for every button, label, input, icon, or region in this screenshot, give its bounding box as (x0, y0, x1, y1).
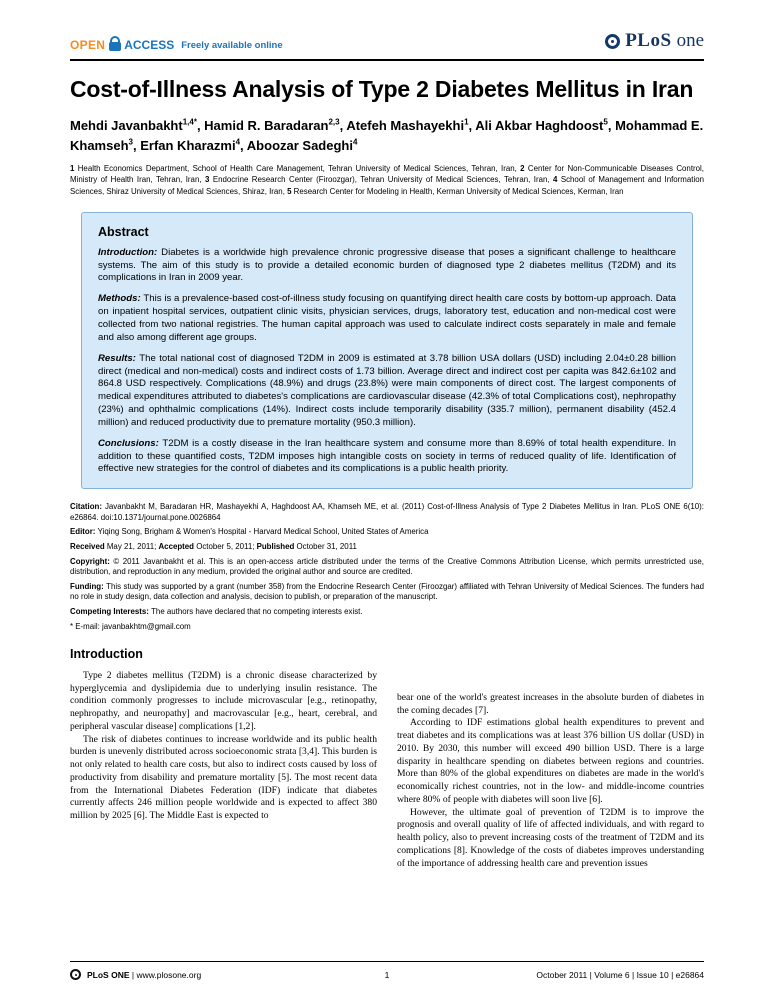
affiliation-number: 4 (552, 175, 561, 185)
metadata-block (70, 502, 704, 632)
abstract-section-label: Methods: (98, 293, 144, 305)
author-affiliation-sup: 1,4* (182, 117, 197, 127)
page-number: 1 (384, 969, 390, 980)
open-access-open-label: OPEN (70, 38, 106, 52)
footer-journal-url: | www.plosone.org (129, 969, 202, 980)
author: Hamid R. Baradaran$^{2,3}$ (204, 117, 340, 134)
body-paragraph: The risk of diabetes continues to increase worldwide and its public health burden is unevenly distributed across socioeconomic strata [3,4]. This burden is not only related to health care costs, but also to indirect costs caused by loss of productivity from disability and premature mortality [5]. The most recent data from the International Diabetes Federation (IDF) indicate that diabetes currently affects 246 million people worldwide and is expected to affect 380 million by 2025 [6]. The Middle East is expected to (70, 733, 377, 822)
author: Mohammad E. Khamseh$^3$ (70, 118, 704, 153)
footer-journal-name: PLoS ONE (87, 969, 130, 980)
footer-issue-info: October 2011 | Volume 6 | Issue 10 | e26864 (536, 969, 704, 980)
metadata-label: Received (70, 542, 107, 552)
author: Mehdi Javanbakht$^{1,4*}$ (70, 117, 197, 134)
abstract-paragraph: Methods: This is a prevalence-based cost-of-illness study focusing on quantifying direct health care costs by bottom-up approach. Data on inpatient hospital services, outpatient clinic visits, physician services, drugs, laboratory test, education and non-medical cost were collected from two national registries. The human capital approach was used to calculate indirect costs separately in male and female and also among different age groups. (98, 293, 676, 343)
metadata-line: Funding: This study was supported by a grant (number 358) from the Endocrine Research Center (Firoozgar) affiliated with Tehran University of Medical Sciences. The funders had no role in study design, data collection and analysis, decision to publish, or preparation of the manuscript. (70, 581, 704, 602)
metadata-line: Competing Interests: The authors have declared that no competing interests exist. (70, 606, 363, 616)
author: Atefeh Mashayekhi$^1$ (346, 117, 469, 134)
affiliation-number: 1 (70, 164, 78, 174)
affiliation-number: 3 (204, 175, 213, 185)
body-paragraph: Type 2 diabetes mellitus (T2DM) is a chronic disease characterized by hyperglycemia and dyslipidemia due to underlying insulin resistance. The condition commonly progresses to include microvascular [e.g., retinopathy, nephropathy, and neuropathy] and macrovascular [e.g., heart, cerebral, and peripheral vascular disease] complications [1,2]. (70, 669, 377, 732)
open-access-access-label: ACCESS (124, 38, 175, 52)
freely-available-label: Freely available online (181, 39, 283, 51)
plos-footer-icon (70, 969, 81, 980)
author: Ali Akbar Haghdoost$^5$ (475, 117, 608, 134)
metadata-label: Editor: (70, 527, 98, 537)
footer-journal (70, 969, 387, 980)
open-access-banner (70, 38, 283, 52)
open-lock-icon (109, 42, 121, 51)
footer-journal-text (87, 970, 201, 980)
page-footer (70, 961, 704, 980)
affiliation-number: 2 (520, 164, 528, 174)
abstract-paragraph: Conclusions: T2DM is a costly disease in the Iran healthcare system and consume more than 8.69% of total health expenditure. In addition to these quantified costs, T2DM imposes high intangible costs on society in terms of reduced quality of life. Identification of effective new strategies for the control of diabetes and its complications is a public health priority. (98, 437, 676, 475)
author-affiliation-sup: 2,3 (328, 117, 340, 127)
metadata-line: Citation: Javanbakht M, Baradaran HR, Mashayekhi A, Haghdoost AA, Khamseh ME, et al. (2011) Cost-of-Illness Analysis of Type 2 Diabetes Mellitus in Iran. PLoS ONE 6(10): e26864. doi:10.1371/journal.pone.0026864 (70, 502, 705, 522)
metadata-line: Editor: Yiqing Song, Brigham & Women's Hospital - Harvard Medical School, United States of America (70, 527, 429, 537)
affiliation-list: 1 Health Economics Department, School of Health Care Management, Tehran University of Medical Sciences, Tehran, Iran, 2 Center for Non-Communicable Diseases Control, Ministry of Health Iran, Tehran, Iran, 3 Endocrine Research Center (Firoozgar), Tehran University of Medical Sciences, Tehran, Iran, 4 School of Management and Information Sciences, Shiraz University of Medical Sciences, Shiraz, Iran, 5 Research Center for Modeling in Health, Kerman University of Medical Sciences, Kerman, Iran (70, 164, 704, 196)
abstract-section-label: Introduction: (98, 246, 162, 258)
right-column (397, 647, 704, 871)
body-paragraph: According to IDF estimations global health expenditures to prevent and treat diabetes and its complications was at least 376 billion US dollar (USD) in 2010. By 2030, this number will exceed 490 billion USD. There is a large disparity in healthcare spending on diabetes between regions and countries. More than 80% of the global expenditures on diabetes are made in the world's economically richest countries, not in the low- and middle-income countries where 80% of people with diabetes will soon live [6]. (397, 717, 704, 805)
metadata-line: Copyright: © 2011 Javanbakht et al. This is an open-access article distributed under the terms of the Creative Commons Attribution License, which permits unrestricted use, distribution, and reproduction in any medium, provided the original author and source are credited. (70, 556, 705, 577)
abstract-heading: Abstract (98, 224, 149, 239)
metadata-label: Competing Interests: (70, 606, 152, 616)
abstract-paragraph: Introduction: Diabetes is a worldwide high prevalence chronic progressive disease that poses a significant challenge to healthcare systems. The aim of this study is to provide a detailed economic burden of diagnosed type 2 diabetes mellitus (T2DM) and its complications in Iran in 2009 year. (98, 246, 677, 284)
author-affiliation-sup: 4 (352, 137, 358, 147)
plos-sun-icon (605, 34, 620, 49)
metadata-line: * E-mail: javanbakhtm@gmail.com (70, 621, 191, 631)
left-column (70, 647, 377, 871)
metadata-label: Funding: (70, 581, 107, 591)
author-affiliation-sup: 5 (603, 117, 608, 127)
abstract-box (81, 212, 693, 490)
page-header (70, 30, 704, 61)
author-affiliation-sup: 4 (235, 137, 241, 147)
plos-one-logo (605, 30, 704, 52)
metadata-label: Published (256, 542, 297, 552)
body-paragraph: bear one of the world's greatest increases in the absolute burden of diabetes in the coming decades [7]. (397, 691, 704, 716)
metadata-line: Received May 21, 2011; Accepted October 5, 2011; Published October 31, 2011 (70, 542, 357, 552)
plos-logo-text: PLoS (625, 30, 672, 51)
abstract-sections (98, 247, 676, 477)
author-list: Mehdi Javanbakht$^{1,4*}$, Hamid R. Baradaran$^{2,3}$, Atefeh Mashayekhi$^1$, Ali Akbar Haghdoost$^5$, Mohammad E. Khamseh$^3$, Erfan Kharazmi$^4$, Aboozar Sadeghi$^4$ (70, 117, 704, 153)
affiliation-number: 5 (287, 186, 294, 196)
abstract-paragraph: Results: The total national cost of diagnosed T2DM in 2009 is estimated at 3.78 billion USA dollars (USD) including 2.04±0.28 billion direct (medical and non-medical) costs and indirect costs of 1.73 billion. Average direct and indirect cost per capita was 842.6±102 and 864.8 USD respectively. Complications (48.9%) and drugs (23.8%) were main components of direct cost. The largest components of medical expenditures attributed to diabetes's complications are cardiovascular disease (42.3% of total Complications cost), nephropathy (23%) and ophthalmic complications (14%). Indirect costs include temporarily disability (335.7 million), permanent disability (452.4 million) and reduced productivity due to premature mortality (950.3 million). (98, 352, 676, 428)
intro-left-paragraphs (70, 670, 377, 823)
author: Erfan Kharazmi$^4$ (140, 137, 241, 153)
abstract-section-label: Conclusions: (98, 437, 163, 449)
author-affiliation-sup: 1 (464, 117, 469, 127)
abstract-section-label: Results: (98, 352, 140, 364)
intro-right-paragraphs (397, 692, 704, 871)
metadata-label: Copyright: (70, 556, 114, 566)
body-paragraph: However, the ultimate goal of prevention of T2DM is to improve the prognosis and overall quality of life of affected individuals, and with regard to health policy, also to prevent increasing costs of the treatment of T2DM and its complications [8]. Knowledge of the costs of diabetes improves understanding of the importance of addressing health care and prevention issues (397, 806, 704, 869)
author: Aboozar Sadeghi$^4$ (246, 137, 358, 153)
introduction-heading: Introduction (70, 646, 143, 661)
author-affiliation-sup: 3 (128, 137, 133, 147)
metadata-label: Accepted (158, 542, 197, 552)
metadata-label: Citation: (70, 502, 105, 512)
article-title: Cost-of-Illness Analysis of Type 2 Diabetes Mellitus in Iran (70, 76, 694, 102)
plos-logo-one-text: one (676, 30, 704, 51)
body-columns (70, 647, 704, 871)
